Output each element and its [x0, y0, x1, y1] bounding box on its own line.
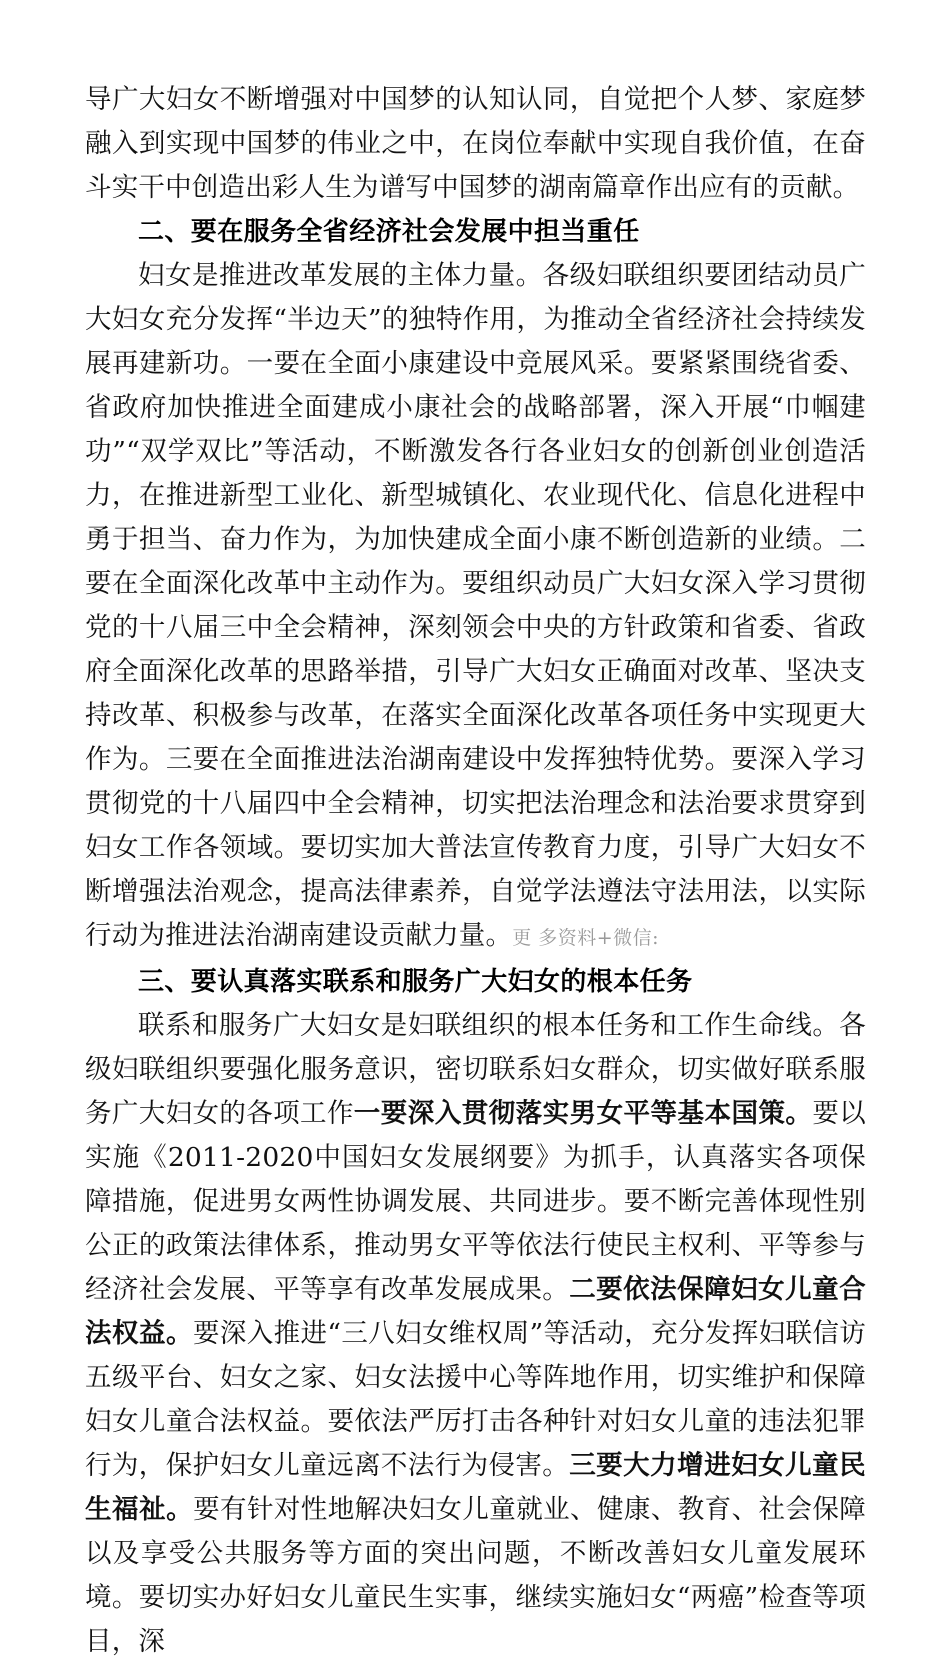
paragraph-continuation-chinese-dream: 导广大妇女不断增强对中国梦的认知认同，自觉把个人梦、家庭梦融入到实现中国梦的伟业之中，在岗位奉献中实现自我价值，在奋斗实干中创造出彩人生为谱写中国梦的湖南篇章作出应有的贡献。 — [85, 84, 866, 203]
inline-lead-in: 二要依法保障妇女儿童合法权益。 — [85, 1274, 866, 1349]
paragraph-section-three-body — [85, 1004, 866, 1664]
inline-text: 要深入推进“三八妇女维权周”等活动，充分发挥妇联信访五级平台、妇女之家、妇女法援中心等阵地作用，切实维护和保障妇女儿童合法权益。要依法严厉打击各种针对妇女儿童的违法犯罪行为，保护妇女儿童远离不法行为侵害。 — [85, 1318, 867, 1481]
paragraph-section-two-text: 妇女是推进改革发展的主体力量。各级妇联组织要团结动员广大妇女充分发挥“半边天”的独特作用，为推动全省经济社会持续发展再建新功。一要在全面小康建设中竞展风采。要紧紧围绕省委、省政府加快推进全面建成小康社会的战略部署，深入开展“巾帼建功”“双学双比”等活动，不断激发各行各业妇女的创新创业创造活力，在推进新型工业化、新型城镇化、农业现代化、信息化进程中勇于担当、奋力作为，为加快建成全面小康不断创造新的业绩。二要在全面深化改革中主动作为。要组织动员广大妇女深入学习贯彻党的十八届三中全会精神，深刻领会中央的方针政策和省委、省政府全面深化改革的思路举措，引导广大妇女正确面对改革、坚决支持改革、积极参与改革，在落实全面深化改革各项任务中实现更大作为。三要在全面推进法治湖南建设中发挥独特优势。要深入学习贯彻党的十八届四中全会精神，切实把法治理念和法治要求贯穿到妇女工作各领域。要切实加大普法宣传教育力度，引导广大妇女不断增强法治观念，提高法律素养，自觉学法遵法守法用法，以实际行动为推进法治湖南建设贡献力量。 — [85, 260, 866, 951]
heading-section-two: 二、要在服务全省经济社会发展中担当重任 — [138, 217, 640, 247]
inline-lead-in: 三要大力增进妇女儿童民生福祉。 — [85, 1450, 866, 1525]
text-column — [85, 78, 866, 1664]
inline-lead-in: 一要深入贯彻落实男女平等基本国策。 — [353, 1098, 813, 1129]
heading-section-three: 三、要认真落实联系和服务广大妇女的根本任务 — [138, 967, 693, 997]
paragraph-section-two-body — [85, 254, 866, 960]
inline-text: 联系和服务广大妇女是妇联组织的根本任务和工作生命线。各级妇联组织要强化服务意识，密切联系妇女群众，切实做好联系服务广大妇女的各项工作 — [85, 1010, 866, 1129]
inline-text: 要以实施《2011-2020中国妇女发展纲要》为抓手，认真落实各项保障措施，促进男女两性协调发展、共同进步。要不断完善体现性别公正的政策法律体系，推动男女平等依法行使民主权利、平等参与经济社会发展、平等享有改革发展成果。 — [85, 1098, 866, 1305]
watermark-note: 更 多资料+微信: — [512, 927, 660, 949]
inline-text: 要有针对性地解决妇女儿童就业、健康、教育、社会保障以及享受公共服务等方面的突出问题，不断改善妇女儿童发展环境。要切实办好妇女儿童民生实事，继续实施妇女“两癌”检查等项目，深 — [85, 1494, 867, 1657]
